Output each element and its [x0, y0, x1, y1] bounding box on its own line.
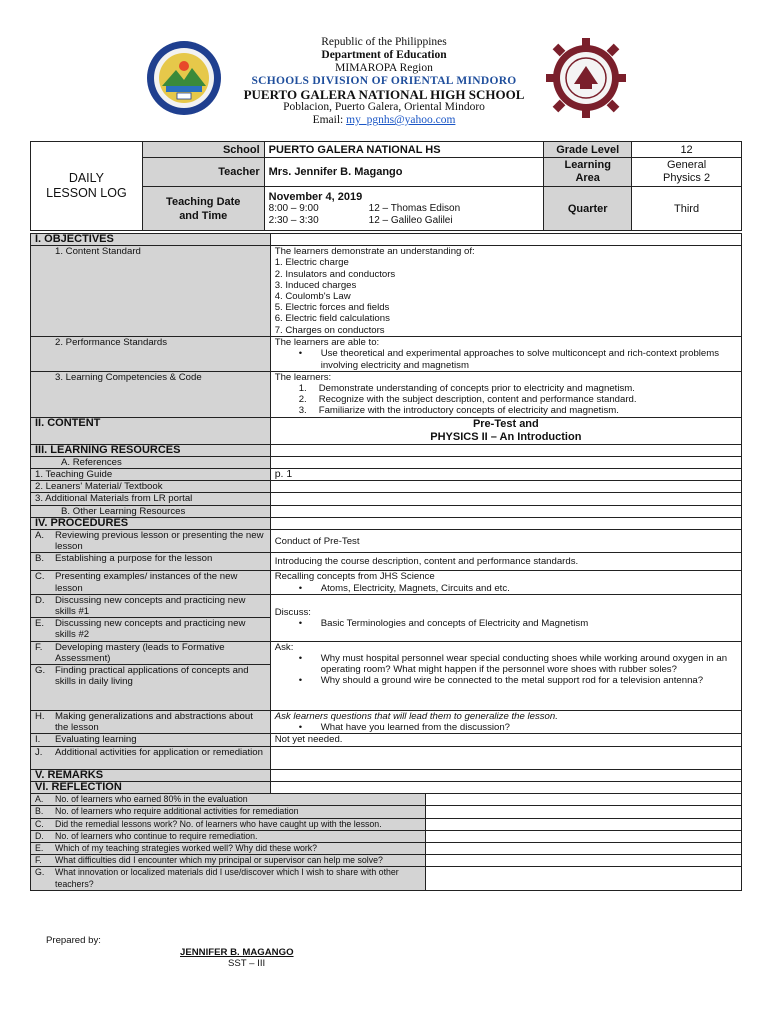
region-line: MIMAROPA Region: [335, 62, 433, 74]
content-item: 6. Electric field calculations: [274, 313, 390, 325]
learning-area-value: [632, 158, 742, 187]
procedure-letter: D.: [35, 594, 45, 606]
learning-area-label-1: Learning: [564, 159, 611, 171]
procedure-text: Additional activities for application or remediation: [55, 746, 263, 758]
reflection-item: [31, 842, 426, 854]
procedure-i-label: [31, 734, 271, 746]
procedure-fg-bullet: Why should a ground wire be connected to the metal support rod for a television antenna?: [320, 675, 704, 687]
reflection-text: Did the remedial lessons work? No. of learners who have caught up with the lesson.: [55, 818, 382, 829]
procedure-e-label: [31, 618, 271, 641]
reflection-answer[interactable]: [426, 830, 742, 842]
reflection-letter: A.: [35, 794, 44, 805]
procedure-fg-value: Ask: • Why must hospital personnel wear special conducting shoes while working around oxygen in an operating room? What might happen if the personnel wore shoes with rubber soles? • Why should a ground wire be connected to the metal support rod for a television antenna?: [270, 641, 741, 710]
reflection-answer[interactable]: [426, 842, 742, 854]
preparer-name: JENNIFER B. MAGANGO: [180, 947, 294, 958]
learning-competencies-label: 3. Learning Competencies & Code: [31, 371, 271, 417]
competency-item: Recognize with the subject description, content and performance standard.: [318, 394, 637, 406]
reflection-answer[interactable]: [426, 806, 742, 818]
procedure-c-text: Recalling concepts from JHS Science: [274, 571, 435, 583]
content-item: 1. Electric charge: [274, 257, 349, 269]
additional-materials-label: 3. Additional Materials from LR portal: [31, 493, 271, 505]
content-item: 2. Insulators and conductors: [274, 268, 396, 280]
content-heading: II. CONTENT: [31, 417, 271, 444]
reflection-answer[interactable]: [426, 855, 742, 867]
procedure-letter: C.: [35, 571, 45, 583]
reflection-item: [31, 806, 426, 818]
procedure-letter: I.: [35, 734, 41, 746]
content-standard-value: [270, 246, 741, 337]
reflection-text: Which of my teaching strategies worked well? Why did these work?: [55, 842, 318, 853]
procedure-de-text: Discuss:: [274, 606, 311, 618]
email-link[interactable]: my_pgnhs@yahoo.com: [346, 114, 456, 126]
teaching-guide-label: 1. Teaching Guide: [31, 469, 271, 481]
quarter-label: Quarter: [544, 187, 632, 231]
content-line-2: PHYSICS II – An Introduction: [430, 430, 582, 443]
address-line: Poblacion, Puerto Galera, Oriental Mindoro: [283, 101, 485, 113]
lesson-info-table: [30, 141, 742, 231]
teaching-date-label-1: Teaching Date: [166, 195, 241, 208]
teaching-date-label: [142, 187, 264, 231]
learning-area-label: [544, 158, 632, 187]
reflection-letter: C.: [35, 818, 44, 829]
procedure-letter: F.: [35, 641, 43, 653]
title-line-1: DAILY: [68, 171, 105, 185]
teacher-value: Mrs. Jennifer B. Magango: [264, 158, 544, 187]
reflection-answer[interactable]: [426, 794, 742, 806]
quarter-value: Third: [632, 187, 742, 231]
learning-resources-heading: III. LEARNING RESOURCES: [31, 444, 271, 456]
procedure-h-text: Ask learners questions that will lead them to generalize the lesson.: [274, 711, 558, 723]
procedure-letter: A.: [35, 530, 45, 542]
reflection-item: [31, 855, 426, 867]
content-value: [270, 417, 741, 444]
reflection-text: What difficulties did I encounter which my principal or supervisor can help me solve?: [55, 855, 383, 866]
learning-area-label-2: Area: [575, 172, 600, 184]
procedure-g-label: [31, 665, 271, 711]
procedure-text: Developing mastery (leads to Formative Assessment): [55, 641, 225, 664]
procedure-c-label: [31, 571, 271, 594]
preparer-position: SST – III: [228, 958, 266, 969]
procedure-a-value: Conduct of Pre-Test: [270, 530, 741, 553]
school-name-line: PUERTO GALERA NATIONAL HIGH SCHOOL: [243, 87, 525, 102]
procedure-text: Finding practical applications of concepts and skills in daily living: [55, 665, 249, 688]
letterhead: [0, 36, 768, 127]
school-label: School: [142, 142, 264, 158]
teaching-date-value: [264, 187, 544, 231]
procedures-heading: IV. PROCEDURES: [31, 517, 271, 529]
reflection-text: No. of learners who continue to require remediation.: [55, 830, 258, 841]
procedure-de-bullet: Basic Terminologies and concepts of Electricity and Magnetism: [320, 617, 589, 629]
reflection-item: [31, 818, 426, 830]
procedure-text: Evaluating learning: [55, 734, 137, 746]
reflection-text: What innovation or localized materials did I use/discover which I wish to share with other teachers?: [55, 867, 399, 889]
teaching-date-label-2: and Time: [179, 209, 228, 222]
procedure-i-value: Not yet needed.: [270, 734, 741, 746]
procedure-text: Making generalizations and abstractions about the lesson: [55, 711, 253, 734]
remarks-heading: V. REMARKS: [31, 769, 271, 781]
learning-area-value-1: General: [667, 159, 707, 171]
procedure-letter: B.: [35, 553, 45, 565]
procedure-letter: H.: [35, 711, 45, 723]
content-item: 3. Induced charges: [274, 279, 357, 291]
procedure-f-label: [31, 641, 271, 664]
procedure-fg-text: Ask:: [274, 641, 294, 653]
title-line-2: LESSON LOG: [46, 186, 127, 200]
time-slot-2: 2:30 – 3:30: [268, 214, 319, 226]
procedure-letter: G.: [35, 665, 46, 677]
procedure-h-value: Ask learners questions that will lead them to generalize the lesson. • What have you learned from the discussion?: [270, 711, 741, 734]
reflection-heading: VI. REFLECTION: [31, 781, 271, 793]
school-value: PUERTO GALERA NATIONAL HS: [264, 142, 544, 158]
department-line: Department of Education: [321, 49, 447, 61]
division-line: SCHOOLS DIVISION OF ORIENTAL MINDORO: [251, 75, 517, 87]
reflection-letter: F.: [35, 855, 42, 866]
reflection-text: No. of learners who earned 80% in the evaluation: [55, 794, 248, 805]
reflection-text: No. of learners who require additional activities for remediation: [55, 806, 299, 817]
competencies-intro: The learners:: [274, 371, 332, 383]
time-slot-1: 8:00 – 9:00: [268, 202, 319, 214]
references-label: A. References: [31, 456, 271, 468]
performance-item: Use theoretical and experimental approaches to solve multiconcept and rich-context problems involving electricity and magnetism: [320, 348, 720, 371]
prepared-by-label: Prepared by:: [46, 935, 101, 946]
procedure-h-label: [31, 711, 271, 734]
reflection-item: [31, 830, 426, 842]
procedure-c-bullet: Atoms, Electricity, Magnets, Circuits and etc.: [320, 582, 510, 594]
performance-standards-label: 2. Performance Standards: [31, 337, 271, 372]
objectives-heading: I. OBJECTIVES: [31, 234, 271, 246]
reflection-answer[interactable]: [426, 818, 742, 830]
procedure-h-bullet: What have you learned from the discussion?: [320, 722, 511, 734]
performance-standards-value: The learners are able to: • Use theoretical and experimental approaches to solve multiconcept and rich-context problems involving electricity and magnetism: [270, 337, 741, 372]
grade-level-label: Grade Level: [544, 142, 632, 158]
procedure-j-label: [31, 746, 271, 769]
class-section-2: 12 – Galileo Galilei: [368, 214, 453, 226]
procedure-fg-bullet: Why must hospital personnel wear special conducting shoes while working around oxygen in an operating room? What might happen if the personnel wore shoes with rubber soles?: [320, 652, 728, 676]
teacher-label: Teacher: [142, 158, 264, 187]
procedure-text: Presenting examples/ instances of the new lesson: [55, 571, 238, 594]
competency-number: 1.: [298, 383, 307, 395]
class-section-1: 12 – Thomas Edison: [368, 202, 461, 214]
procedure-a-label: [31, 530, 271, 553]
content-standard-label: 1. Content Standard: [31, 246, 271, 337]
republic-line: Republic of the Philippines: [321, 36, 447, 48]
reflection-item: [31, 867, 426, 890]
content-item: 5. Electric forces and fields: [274, 302, 390, 314]
reflection-letter: E.: [35, 842, 44, 853]
reflection-letter: D.: [35, 830, 44, 841]
procedure-text: Reviewing previous lesson or presenting the new lesson: [55, 530, 264, 553]
competency-number: 2.: [298, 394, 307, 406]
competency-number: 3.: [298, 405, 307, 417]
procedure-text: Discussing new concepts and practicing new skills #1: [55, 594, 246, 618]
learning-area-value-2: Physics 2: [663, 172, 711, 184]
reflection-letter: G.: [35, 867, 45, 878]
other-resources-label: B. Other Learning Resources: [31, 505, 271, 517]
procedure-b-value: Introducing the course description, content and performance standards.: [270, 553, 741, 571]
procedure-de-value: Discuss: • Basic Terminologies and concepts of Electricity and Magnetism: [270, 594, 741, 641]
reflection-answer[interactable]: [426, 867, 742, 890]
content-item: 7. Charges on conductors: [274, 324, 385, 336]
content-line-1: Pre-Test and: [472, 417, 539, 430]
procedure-text: Discussing new concepts and practicing new skills #2: [55, 618, 246, 641]
email-line: [0, 114, 768, 127]
procedure-b-label: [31, 553, 271, 571]
email-label: Email:: [312, 114, 347, 126]
reflection-letter: B.: [35, 806, 44, 817]
reflection-item: [31, 794, 426, 806]
lesson-log-table: [30, 233, 742, 891]
teaching-guide-value: p. 1: [270, 469, 741, 481]
content-standard-intro: The learners demonstrate an understanding of:: [274, 246, 475, 258]
grade-level-value: 12: [632, 142, 742, 158]
daily-lesson-log-title: [31, 142, 143, 231]
procedure-letter: E.: [35, 618, 45, 630]
procedure-text: Establishing a purpose for the lesson: [55, 553, 213, 565]
competency-item: Demonstrate understanding of concepts prior to electricity and magnetism.: [318, 383, 635, 395]
procedure-letter: J.: [35, 746, 43, 758]
content-item: 4. Coulomb's Law: [274, 291, 351, 303]
performance-intro: The learners are able to:: [274, 337, 380, 349]
competency-item: Familiarize with the introductory concepts of electricity and magnetism.: [318, 405, 619, 417]
learning-competencies-value: [270, 371, 741, 417]
procedure-d-label: [31, 594, 271, 617]
teaching-date: November 4, 2019: [268, 190, 363, 203]
procedure-c-value: Recalling concepts from JHS Science • Atoms, Electricity, Magnets, Circuits and etc.: [270, 571, 741, 594]
learners-material-label: 2. Leaners' Material/ Textbook: [31, 481, 271, 493]
